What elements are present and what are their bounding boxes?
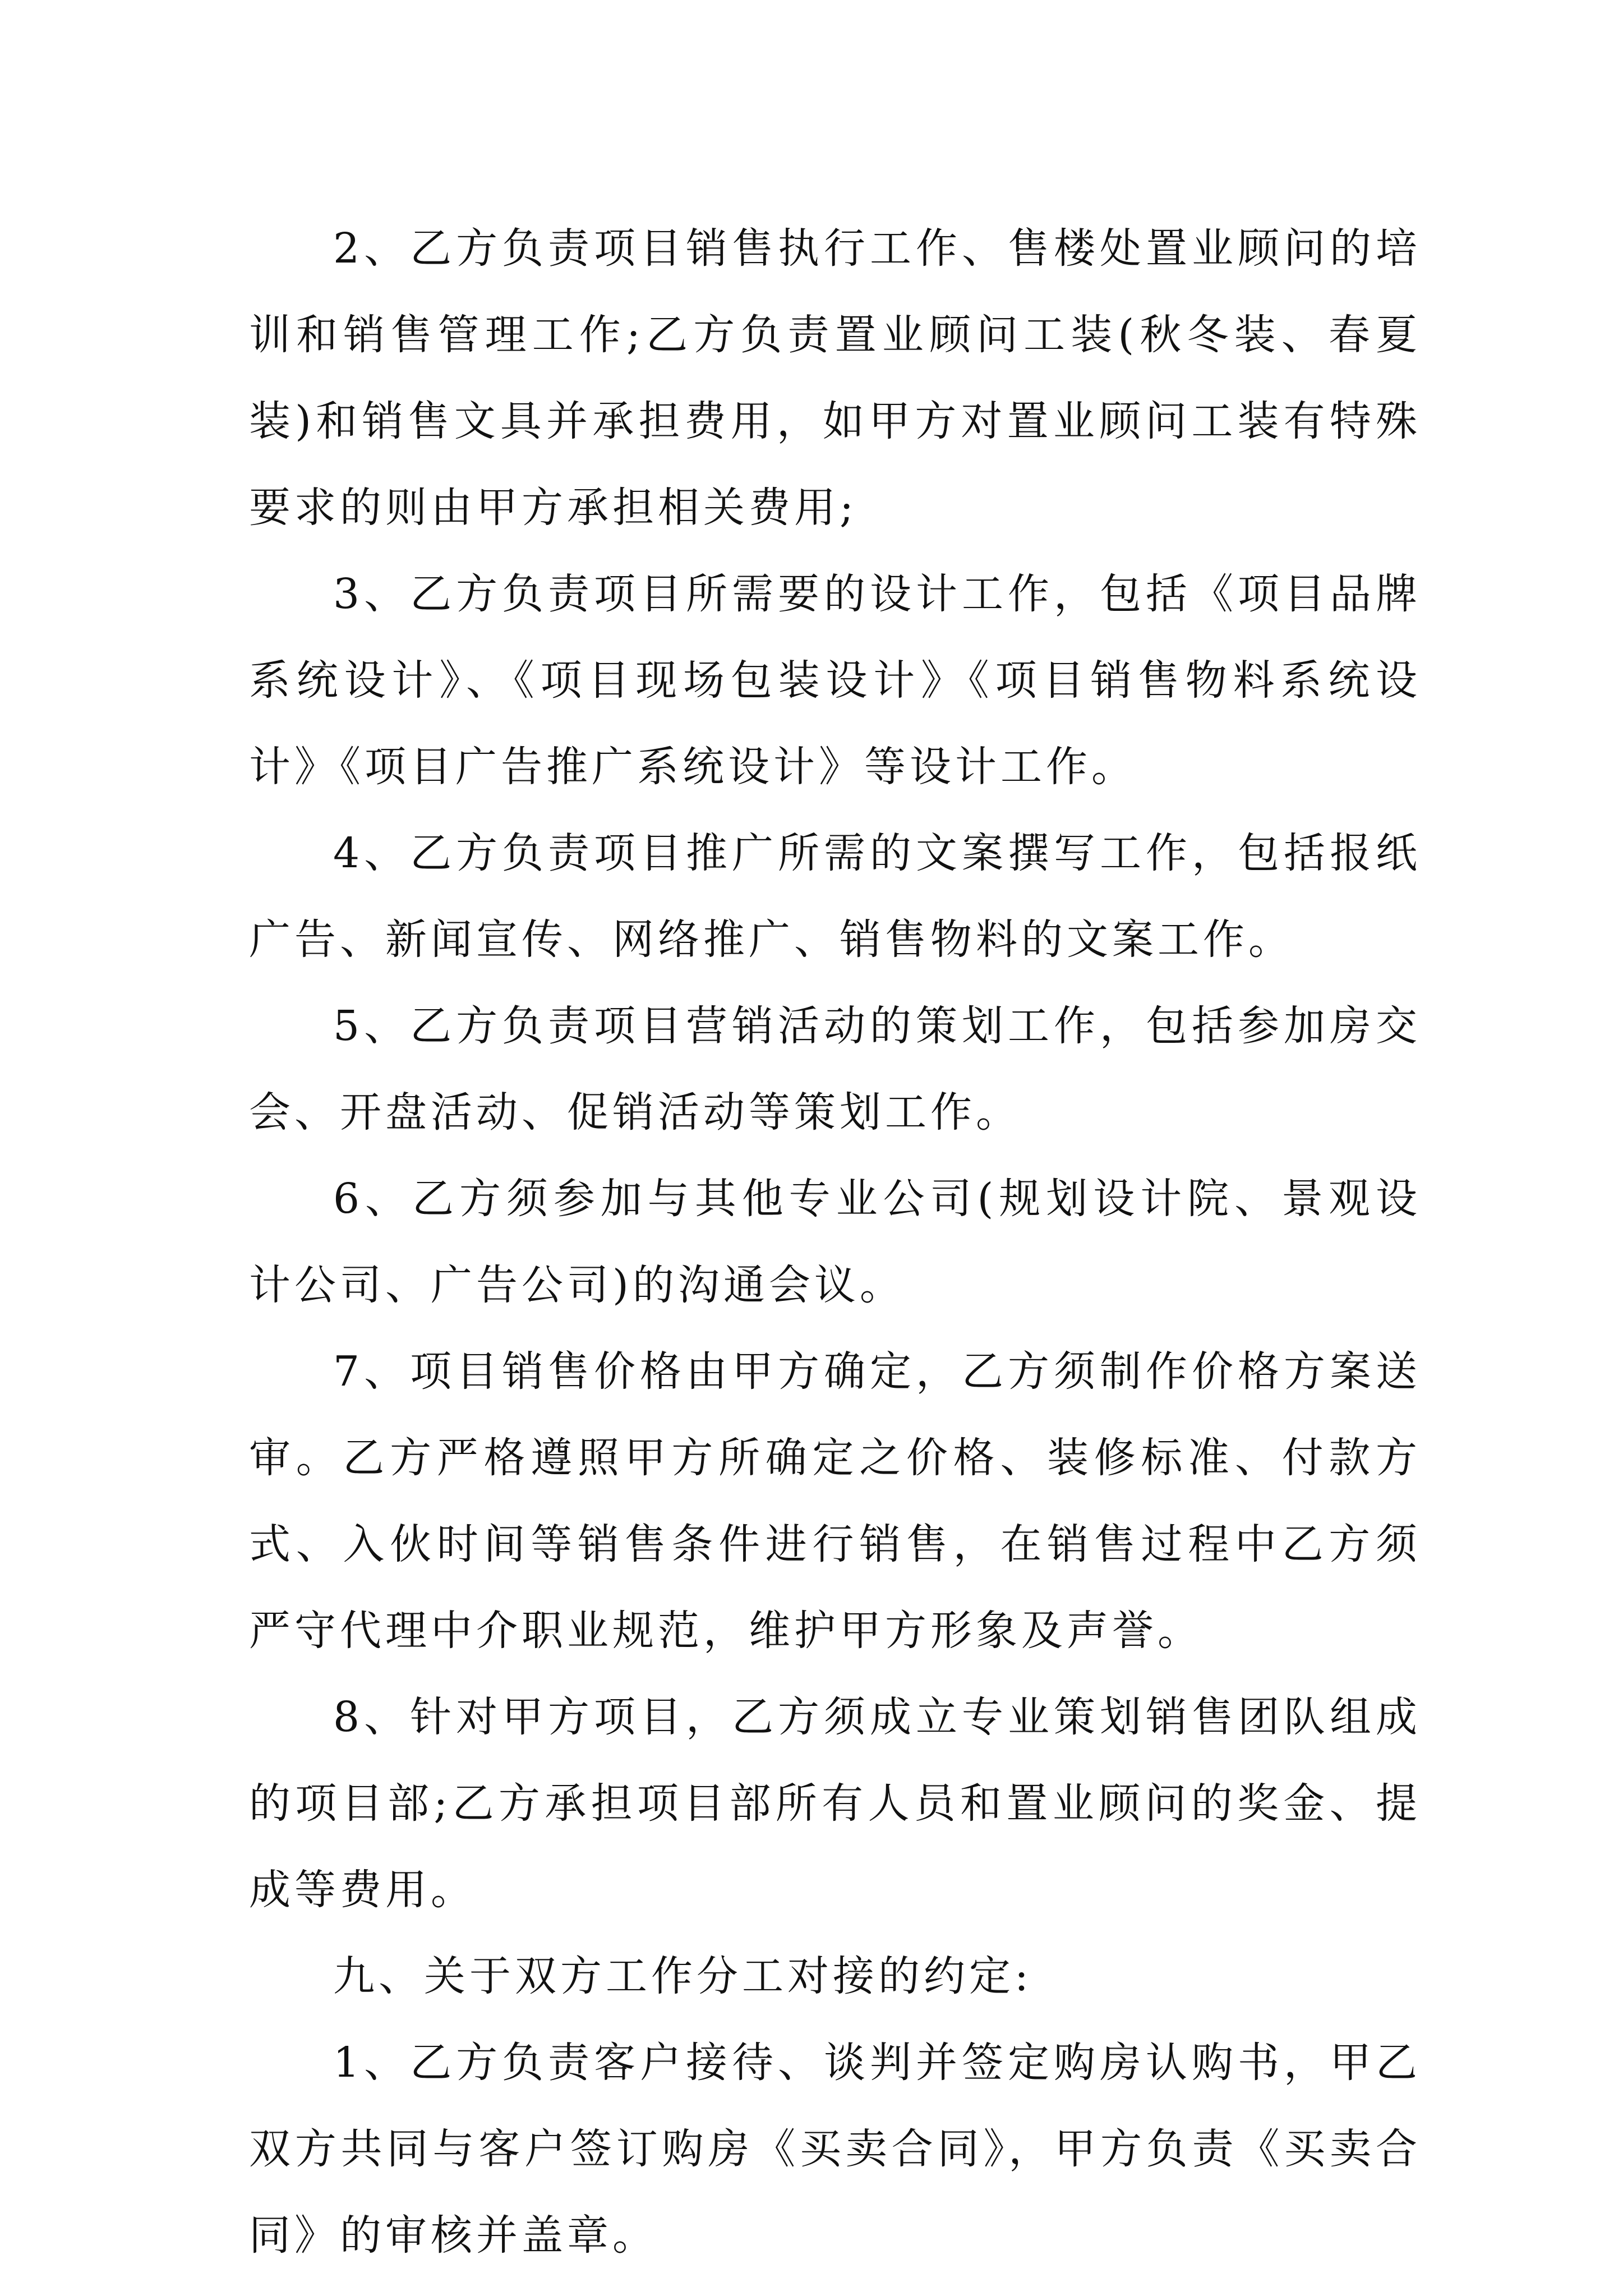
paragraph-item-3: 3、乙方负责项目所需要的设计工作，包括《项目品牌系统设计》、《项目现场包装设计》《项目销售物料系统设计》《项目广告推广系统设计》等设计工作。: [249, 570, 1421, 791]
paragraph-item-2: 2、乙方负责项目销售执行工作、售楼处置业顾问的培训和销售管理工作;乙方负责置业顾问工装(秋冬装、春夏装)和销售文具并承担费用，如甲方对置业顾问工装有特殊要求的则由甲方承担相关费用;: [249, 224, 1421, 532]
paragraph-item-1: 1、乙方负责客户接待、谈判并签定购房认购书，甲乙双方共同与客户签订购房《买卖合同》，甲方负责《买卖合同》的审核并盖章。: [249, 2039, 1421, 2260]
paragraph-item-8: 8、针对甲方项目，乙方须成立专业策划销售团队组成的项目部;乙方承担项目部所有人员和置业顾问的奖金、提成等费用。: [249, 1693, 1421, 1914]
paragraph-item-4: 4、乙方负责项目推广所需的文案撰写工作，包括报纸广告、新闻宣传、网络推广、销售物料的文案工作。: [249, 829, 1421, 964]
paragraph-item-5: 5、乙方负责项目营销活动的策划工作，包括参加房交会、开盘活动、促销活动等策划工作。: [249, 1002, 1421, 1137]
section-heading-nine: 九、关于双方工作分工对接的约定:: [333, 1952, 1032, 2000]
document-body: [249, 205, 1421, 2279]
paragraph-item-6: 6、乙方须参加与其他专业公司(规划设计院、景观设计公司、广告公司)的沟通会议。: [249, 1175, 1421, 1309]
paragraph-item-7: 7、项目销售价格由甲方确定，乙方须制作价格方案送审。乙方严格遵照甲方所确定之价格、装修标准、付款方式、入伙时间等销售条件进行销售，在销售过程中乙方须严守代理中介职业规范，维护甲方形象及声誉。: [249, 1347, 1421, 1655]
